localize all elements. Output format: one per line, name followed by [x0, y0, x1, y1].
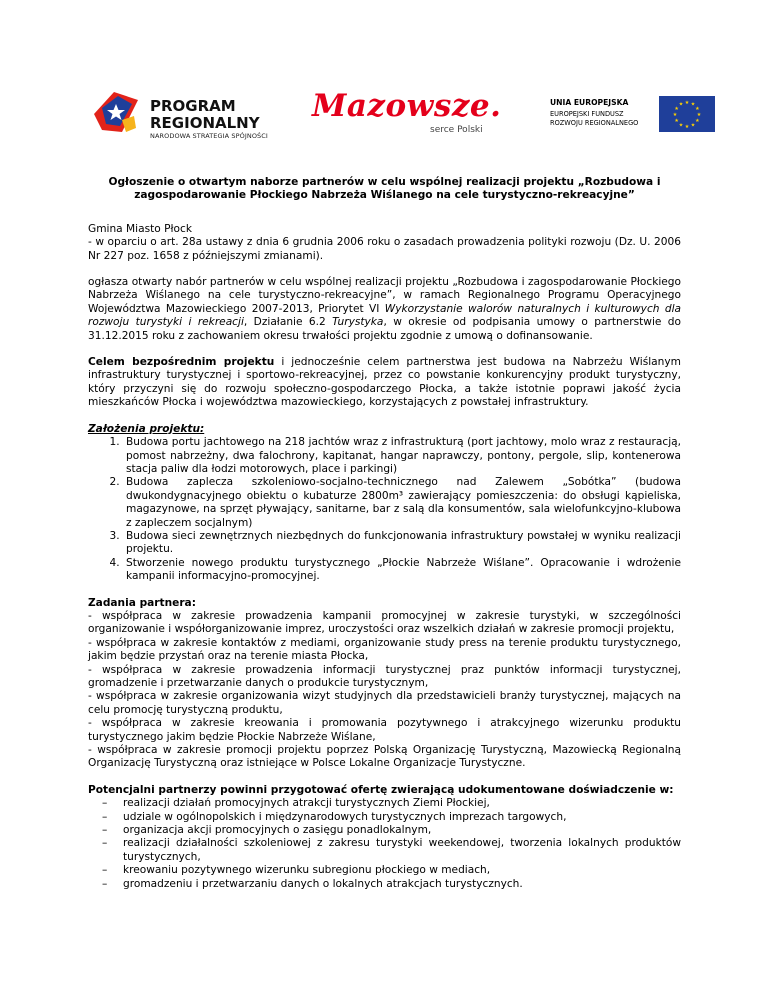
svg-text:★: ★ — [674, 106, 679, 112]
goal-lead: Celem bezpośrednim projektu — [88, 356, 275, 369]
intro-paragraph — [88, 223, 681, 263]
document-body — [88, 176, 681, 891]
list-item: - współpraca w zakresie kontaktów z mediami, organizowanie study press na terenie produktu turystycznego, jakim będzie przystań oraz na terenie miasta Płocka, — [88, 636, 681, 663]
mazowsze-logo — [312, 88, 522, 140]
svg-text:★: ★ — [674, 118, 679, 124]
program-regionalny-title — [150, 98, 260, 132]
list-item — [88, 824, 681, 837]
partners-list — [88, 797, 681, 891]
list-item-text: organizacja akcji promocyjnych o zasięgu ponadlokalnym, — [123, 824, 432, 837]
list-item — [88, 878, 681, 891]
list-item-text: kreowaniu pozytywnego wizerunku subregionu płockiego w mediach, — [123, 864, 491, 877]
dash-bullet: – — [102, 824, 108, 837]
list-item-text: realizacji działań promocyjnych atrakcji turystycznych Ziemi Płockiej, — [123, 797, 490, 810]
list-item-text: realizacji działalności szkoleniowej z zakresu turystyki weekendowej, tworzenia lokalnych produktów turystycznych, — [123, 837, 681, 863]
program-title-line2: REGIONALNY — [150, 114, 260, 132]
svg-text:★: ★ — [695, 106, 700, 112]
partners-heading: Potencjalni partnerzy powinni przygotować ofertę zwierającą udokumentowane doświadczenie w: — [88, 783, 674, 796]
svg-text:★: ★ — [695, 118, 700, 124]
program-subtitle: NARODOWA STRATEGIA SPÓJNOŚCI — [150, 132, 268, 140]
list-item: - współpraca w zakresie prowadzenia kampanii promocyjnej w zakresie turystyki, w szczególności organizowanie i współorganizowanie imprez, uroczystości oraz wszelkich działań w zakresie promocji projektu, — [88, 609, 681, 636]
logo-bar — [88, 80, 713, 140]
assumptions-heading — [88, 423, 681, 436]
list-item: 1. Budowa portu jachtowego na 218 jachtów wraz z infrastrukturą (port jachtowy, molo wraz z restauracją, pomost nabrzeżny, dwa falochrony, kapitanat, hangar naprawczy, pontony, pergole, slip, kontenerowa stacja paliw dla łodzi motorowych, place i parkingi) — [123, 436, 681, 476]
eu-line1: UNIA EUROPEJSKA — [550, 98, 629, 107]
eu-logo — [546, 94, 716, 138]
svg-text:★: ★ — [696, 112, 702, 118]
assumptions-list — [88, 436, 681, 583]
svg-text:★: ★ — [690, 122, 696, 129]
svg-text:★: ★ — [672, 112, 678, 118]
eu-flag-icon — [659, 96, 715, 132]
tasks-heading: Zadania partnera: — [88, 596, 196, 609]
intro-line2: - w oparciu o art. 28a ustawy z dnia 6 grudnia 2006 roku o zasadach prowadzenia polityki rozwoju (Dz. U. 2006 Nr 227 poz. 1658 z późniejszymi zmianami). — [88, 236, 681, 262]
announce-text-e: , w okresie od podpisania umowy o partnerstwie do 31.12.2015 roku z zachowaniem okresu trwałości projektu zgodnie z umową o dofinansowanie. — [88, 316, 682, 342]
assumptions-heading-text: Założenia projektu: — [88, 422, 205, 435]
program-regionalny-emblem-icon — [92, 90, 140, 134]
eu-line2: EUROPEJSKI FUNDUSZ — [550, 110, 624, 118]
tasks-list — [88, 610, 681, 771]
announce-priority-name: Wykorzystanie walorów naturalnych i kulturowych dla rozwoju turystyki i rekreacji — [88, 302, 682, 329]
announce-text-c: , Działanie 6.2 — [243, 316, 333, 329]
svg-text:★: ★ — [678, 101, 684, 108]
intro-line1: Gmina Miasto Płock — [88, 222, 192, 235]
dash-bullet: – — [102, 810, 108, 823]
list-item: 4. Stworzenie nowego produktu turystycznego „Płockie Nabrzeże Wiślane”. Opracowanie i wdrożenie kampanii informacyjno-promocyjnej. — [123, 557, 681, 584]
list-item: 2. Budowa zaplecza szkoleniowo-socjalno-technicznego nad Zalewem „Sobótka” (budowa dwukondygnacyjnego obiektu o kubaturze 2800m³ zawierający pomieszczenia: do obsługi kąpieliska, magazynowe, na sprzęt pływający, sanitarne, bar z salą dla konsumentów, sala wielofunkcyjno-klubowa z zapleczem socjalnym) — [123, 476, 681, 530]
list-item-text: udziale w ogólnopolskich i międzynarodowych turystycznych imprezach targowych, — [123, 810, 567, 823]
list-item: 3. Budowa sieci zewnętrznych niezbędnych do funkcjonowania infrastruktury powstałej w wyniku realizacji projektu. — [123, 530, 681, 557]
svg-text:★: ★ — [678, 122, 684, 129]
program-regionalny-logo — [88, 80, 278, 140]
list-item: - współpraca w zakresie prowadzenia informacji turystycznej praz punktów informacji turystycznej, gromadzenie i przetwarzanie danych o produkcie turystycznym, — [88, 663, 681, 689]
program-title-line1: PROGRAM — [150, 97, 236, 115]
svg-text:★: ★ — [690, 101, 696, 108]
dash-bullet: – — [102, 837, 108, 850]
announcement-paragraph — [88, 276, 681, 343]
svg-text:★: ★ — [684, 124, 690, 130]
list-item: - współpraca w zakresie kreowania i promowania pozytywnego i atrakcyjnego wizerunku produktu turystycznego jakim będzie Płockie Nabrzeże Wiślane, — [88, 717, 681, 743]
document-title: Ogłoszenie o otwartym naborze partnerów w celu wspólnej realizacji projektu „Rozbudowa i zagospodarowanie Płockiego Nabrzeża Wiślanego na cele turystyczno-rekreacyjne” — [108, 176, 661, 202]
list-item — [88, 837, 681, 864]
svg-text:★: ★ — [684, 100, 690, 106]
mazowsze-wordmark: Mazowsze. — [312, 88, 502, 124]
list-item-text: gromadzeniu i przetwarzaniu danych o lokalnych atrakcjach turystycznych. — [123, 877, 523, 890]
mazowsze-tagline: serce Polski — [430, 125, 483, 135]
dash-bullet: – — [102, 877, 108, 890]
eu-line3: ROZWOJU REGIONALNEGO — [550, 119, 639, 127]
goal-paragraph — [88, 356, 681, 410]
goal-text: i jednocześnie celem partnerstwa jest budowa na Nabrzeżu Wiślanym infrastruktury turystycznej i sportowo-rekreacyjnej, przez co powstanie konkurencyjny produkt turystyczny, który przyczyni się do rozwoju społeczno-gospodarczego Płocka, a także istotnie poprawi jakość życia mieszkańców Płocka i województwa mazowieckiego, korzystających z powstałej infrastruktury. — [88, 356, 681, 409]
list-item — [88, 797, 681, 810]
list-item — [88, 864, 681, 877]
list-item — [88, 811, 681, 824]
list-item: - współpraca w zakresie organizowania wizyt studyjnych dla przedstawicieli branży turystycznej, mających na celu promocję turystyczną produktu, — [88, 690, 681, 716]
dash-bullet: – — [102, 797, 108, 810]
announce-text-a: ogłasza otwarty nabór partnerów w celu wspólnej realizacji projektu „Rozbudowa i zagospodarowanie Płockiego Nabrzeża Wiślanego na cele turystyczno-rekreacyjne”, w ramach Regionalnego Programu Operacyjnego Województwa Mazowieckiego 2007-2013, Priorytet VI — [88, 276, 681, 315]
list-item: - współpraca w zakresie promocji projektu poprzez Polską Organizację Turystyczną, Mazowiecką Regionalną Organizację Turystyczną oraz istniejące w Polsce Lokalne Organizacje Turystyczne. — [88, 744, 681, 770]
announce-action-name: Turystyka — [332, 316, 384, 329]
dash-bullet: – — [102, 864, 108, 877]
